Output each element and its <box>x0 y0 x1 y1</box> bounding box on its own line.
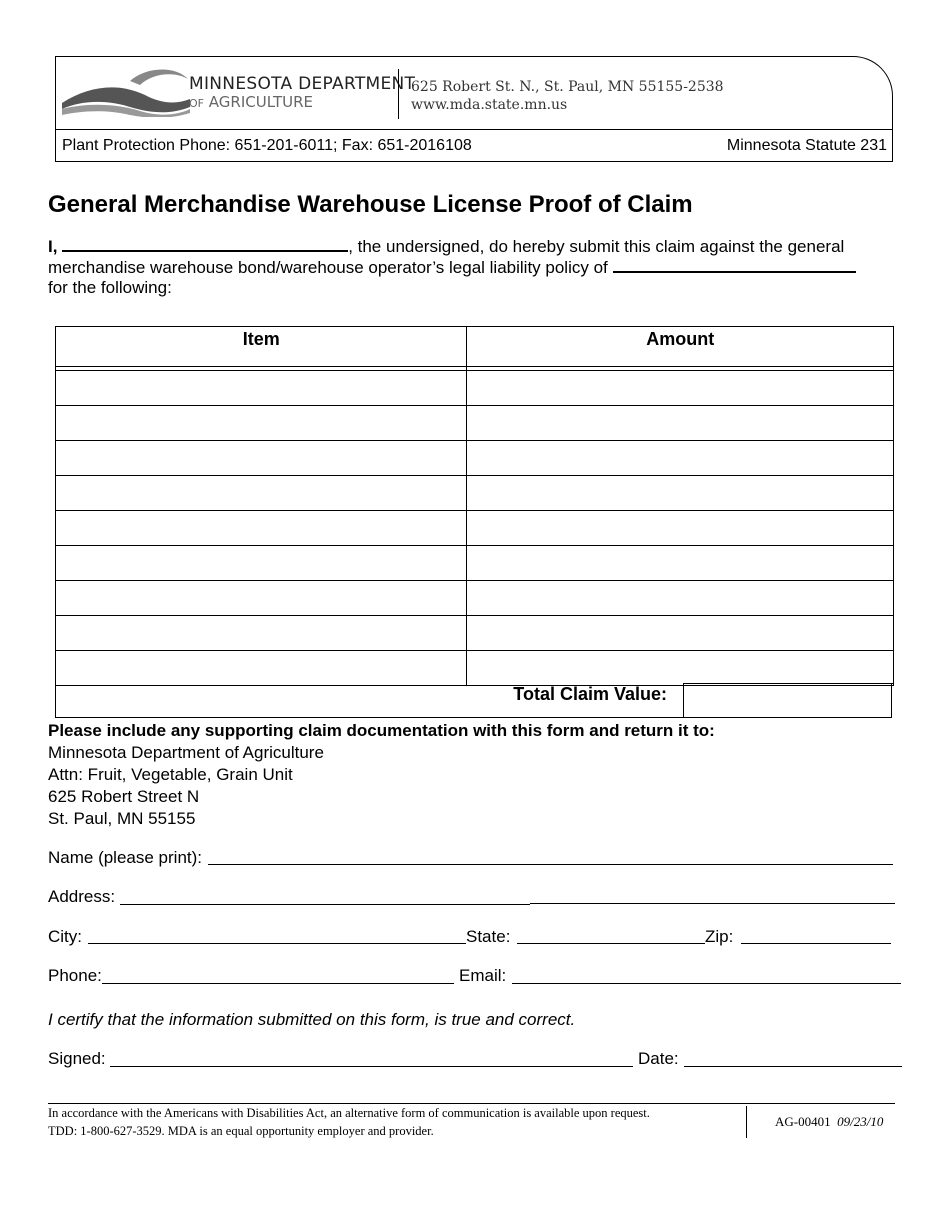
date-label: Date: <box>638 1049 679 1068</box>
intro-text-3: for the following: <box>48 278 172 297</box>
amount-cell[interactable] <box>467 371 894 406</box>
amount-cell[interactable] <box>467 476 894 511</box>
header-separator <box>398 69 399 119</box>
address-input[interactable] <box>120 904 530 905</box>
mda-logo-icon <box>60 63 195 117</box>
name-input[interactable] <box>208 864 893 865</box>
item-cell[interactable] <box>56 441 467 476</box>
header-divider <box>56 129 892 130</box>
phone-label: Phone: <box>48 966 102 985</box>
intro-text-1: , the undersigned, do hereby submit this claim against the general <box>348 237 845 256</box>
phone-input[interactable] <box>102 983 454 984</box>
table-row <box>56 651 894 686</box>
ada-notice-line: In accordance with the Americans with Disabilities Act, an alternative form of communication is available upon request. <box>48 1106 650 1120</box>
column-header-item: Item <box>56 327 467 367</box>
department-name: MINNESOTA DEPARTMENT <box>189 74 416 94</box>
department-subname <box>189 93 313 111</box>
amount-cell[interactable] <box>467 511 894 546</box>
email-label: Email: <box>459 966 507 985</box>
return-address-line: 625 Robert Street N <box>48 787 200 806</box>
item-cell[interactable] <box>56 581 467 616</box>
intro-paragraph <box>48 236 898 298</box>
claimant-name-field[interactable] <box>62 236 348 252</box>
email-input[interactable] <box>512 983 901 984</box>
amount-cell[interactable] <box>467 441 894 476</box>
table-row <box>56 371 894 406</box>
form-number: AG-00401 <box>775 1114 831 1129</box>
signed-label: Signed: <box>48 1049 106 1068</box>
item-cell[interactable] <box>56 406 467 441</box>
plant-protection-phone: Plant Protection Phone: 651-201-6011; Fax: 651-2016108 <box>62 137 472 154</box>
total-claim-label: Total Claim Value: <box>513 684 667 704</box>
return-address-line: Attn: Fruit, Vegetable, Grain Unit <box>48 765 293 784</box>
item-cell[interactable] <box>56 546 467 581</box>
total-row <box>55 684 892 718</box>
address-label: Address: <box>48 887 116 906</box>
total-claim-value-field[interactable] <box>683 683 893 718</box>
city-input[interactable] <box>88 943 466 944</box>
form-revision-date: 09/23/10 <box>837 1114 884 1129</box>
intro-i-label: I, <box>48 237 58 256</box>
claim-table <box>55 326 894 686</box>
item-cell[interactable] <box>56 371 467 406</box>
table-row <box>56 511 894 546</box>
zip-input[interactable] <box>741 943 891 944</box>
item-cell[interactable] <box>56 511 467 546</box>
certification-statement: I certify that the information submitted on this form, is true and correct. <box>48 1010 576 1029</box>
table-row <box>56 581 894 616</box>
table-row <box>56 546 894 581</box>
return-address-line: St. Paul, MN 55155 <box>48 809 196 828</box>
footer-separator <box>746 1106 747 1138</box>
date-input[interactable] <box>684 1066 902 1067</box>
item-cell[interactable] <box>56 476 467 511</box>
header-address: 625 Robert St. N., St. Paul, MN 55155-2538 <box>411 79 724 95</box>
header-website: www.mda.state.mn.us <box>411 97 568 113</box>
return-instructions: Please include any supporting claim documentation with this form and return it to: <box>48 721 715 740</box>
table-row <box>56 476 894 511</box>
header-box <box>55 56 893 162</box>
table-header-row <box>56 327 894 367</box>
policy-holder-field[interactable] <box>613 257 856 273</box>
form-identifier <box>775 1114 883 1130</box>
return-address-line: Minnesota Department of Agriculture <box>48 743 324 762</box>
page-title: General Merchandise Warehouse License Proof of Claim <box>48 191 693 218</box>
amount-cell[interactable] <box>467 616 894 651</box>
amount-cell[interactable] <box>467 651 894 686</box>
column-header-amount: Amount <box>467 327 894 367</box>
item-cell[interactable] <box>56 616 467 651</box>
table-row <box>56 441 894 476</box>
item-cell[interactable] <box>56 651 467 686</box>
department-subname-text: AGRICULTURE <box>208 93 314 111</box>
state-label: State: <box>466 927 511 946</box>
amount-cell[interactable] <box>467 546 894 581</box>
intro-text-2: merchandise warehouse bond/warehouse operator’s legal liability policy of <box>48 258 608 277</box>
signature-input[interactable] <box>110 1066 633 1067</box>
state-input[interactable] <box>517 943 705 944</box>
statute-reference: Minnesota Statute 231 <box>726 137 887 154</box>
address-input-continued[interactable] <box>530 903 895 904</box>
ada-notice-line: TDD: 1-800-627-3529. MDA is an equal opportunity employer and provider. <box>48 1124 434 1138</box>
department-subname-prefix: OF <box>189 97 204 110</box>
amount-cell[interactable] <box>467 406 894 441</box>
amount-cell[interactable] <box>467 581 894 616</box>
city-label: City: <box>48 927 82 946</box>
table-row <box>56 406 894 441</box>
table-row <box>56 616 894 651</box>
ada-notice <box>48 1104 650 1140</box>
name-label: Name (please print): <box>48 848 203 867</box>
zip-label: Zip: <box>705 927 734 946</box>
